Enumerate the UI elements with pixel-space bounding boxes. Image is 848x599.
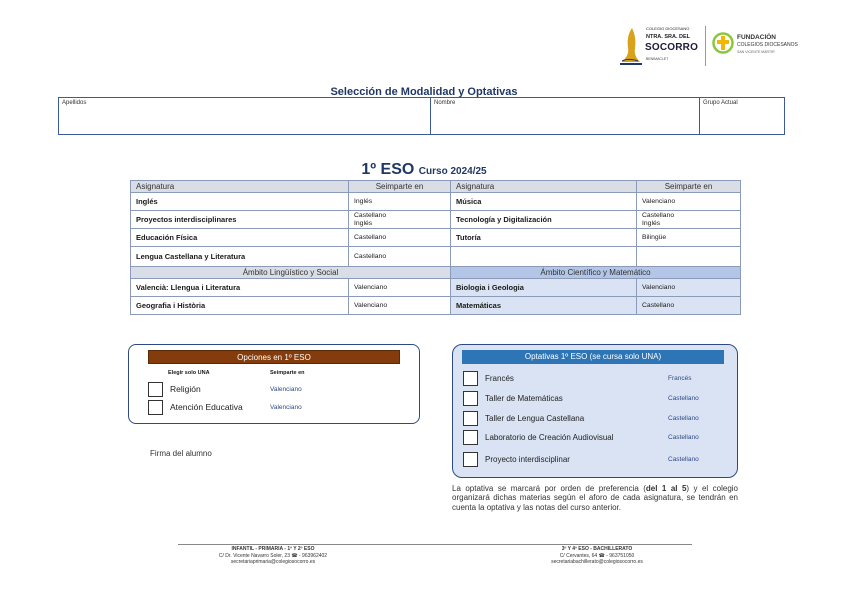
- fundacion-logo-line3: SAN VICENTE MÁRTIR: [737, 50, 775, 54]
- socorro-logo: [614, 24, 702, 68]
- course-level: 1º ESO: [361, 161, 415, 178]
- header-lang-right: Seimparte en: [637, 181, 741, 193]
- subject-cell: Tutoría: [451, 229, 637, 247]
- lang-cell: Castellano: [637, 297, 741, 315]
- subject-cell: Música: [451, 193, 637, 211]
- atencion-educativa-label: Atención Educativa: [170, 402, 243, 412]
- religion-checkbox[interactable]: [148, 382, 163, 397]
- header-subject-right: Asignatura: [451, 181, 637, 193]
- footer-right-email: secretariabachillerato@colegiosocorro.es: [551, 559, 643, 565]
- student-info-box: [58, 97, 785, 135]
- lang-cell: Valenciano: [637, 279, 741, 297]
- opciones-lang-label: Seimparte en: [270, 370, 305, 376]
- lang-cell: Castellano: [349, 247, 451, 267]
- grupo-field[interactable]: [700, 98, 784, 134]
- subject-cell: Educación Física: [131, 229, 349, 247]
- ambito-cientifico-header: Ámbito Científico y Matemático: [451, 267, 741, 279]
- opciones-choose-label: Elegir solo UNA: [168, 370, 210, 376]
- logo-separator: [705, 26, 706, 66]
- frances-lang: Francés: [668, 375, 692, 382]
- footer-left-address: C/ Dr. Vicente Navarro Soler, 23 ☎ - 963962402: [218, 552, 328, 559]
- taller-lengua-rank-box[interactable]: [463, 411, 478, 426]
- subject-cell: Inglés: [131, 193, 349, 211]
- subject-cell: Matemáticas: [451, 297, 637, 315]
- lang-cell: Bilingüe: [637, 229, 741, 247]
- frances-rank-box[interactable]: [463, 371, 478, 386]
- note-bold: del 1 al 5: [645, 484, 687, 493]
- table-row: [131, 229, 741, 247]
- ambito-linguistico-header: Ámbito Lingüístico y Social: [131, 267, 451, 279]
- laboratorio-audiovisual-lang: Castellano: [668, 434, 699, 441]
- lang-cell: Valenciano: [349, 297, 451, 315]
- proyecto-interdisciplinar-label: Proyecto interdisciplinar: [485, 455, 570, 464]
- subjects-table: [130, 180, 741, 315]
- socorro-logo-line1: COLEGIO DIOCESANO: [646, 26, 690, 31]
- table-row: [131, 297, 741, 315]
- lang-cell: Valenciano: [349, 279, 451, 297]
- course-year: Curso 2024/25: [418, 166, 487, 177]
- lang-cell-line1: Castellano: [354, 211, 387, 219]
- religion-lang: Valenciano: [270, 386, 302, 393]
- subject-cell: Biologia i Geologia: [451, 279, 637, 297]
- subject-cell: Tecnología y Digitalización: [451, 211, 637, 229]
- footer-right-title: 3º Y 4º ESO - BACHILLERATO: [561, 546, 633, 552]
- nombre-label: Nombre: [434, 100, 456, 106]
- atencion-educativa-lang: Valenciano: [270, 404, 302, 411]
- taller-matematicas-lang: Castellano: [668, 395, 699, 402]
- lang-cell: Valenciano: [637, 193, 741, 211]
- table-row: [131, 279, 741, 297]
- subject-cell: Lengua Castellana y Literatura: [131, 247, 349, 267]
- lang-cell: [349, 211, 451, 229]
- lang-cell: Inglés: [349, 193, 451, 211]
- opciones-title: Opciones en 1º ESO: [148, 350, 400, 364]
- nombre-field[interactable]: [431, 98, 700, 134]
- atencion-educativa-checkbox[interactable]: [148, 400, 163, 415]
- optativas-title: Optativas 1º ESO (se cursa solo UNA): [462, 350, 724, 364]
- proyecto-interdisciplinar-rank-box[interactable]: [463, 452, 478, 467]
- grupo-label: Grupo Actual: [703, 100, 738, 106]
- note-part1: La optativa se marcará por orden de preferencia (: [452, 484, 646, 493]
- religion-label: Religión: [170, 384, 201, 394]
- lang-cell: Castellano: [349, 229, 451, 247]
- footer-divider: [178, 544, 692, 545]
- header-subject-left: Asignatura: [131, 181, 349, 193]
- fundacion-logo-line2: COLEGIOS DIOCESANOS: [737, 42, 798, 48]
- table-row: [131, 211, 741, 229]
- laboratorio-audiovisual-label: Laboratorio de Creación Audiovisual: [485, 433, 614, 442]
- table-row: [131, 193, 741, 211]
- lang-cell-line2: Inglés: [642, 219, 661, 227]
- table-row: [131, 247, 741, 267]
- proyecto-interdisciplinar-lang: Castellano: [668, 456, 699, 463]
- taller-matematicas-rank-box[interactable]: [463, 391, 478, 406]
- lang-cell: [637, 211, 741, 229]
- laboratorio-audiovisual-rank-box[interactable]: [463, 430, 478, 445]
- course-title: [0, 161, 848, 179]
- frances-label: Francés: [485, 374, 514, 383]
- ambito-header-row: [131, 267, 741, 279]
- socorro-logo-line4: BENIMACLET: [646, 57, 669, 61]
- socorro-logo-line2: NTRA. SRA. DEL: [646, 34, 690, 40]
- taller-matematicas-label: Taller de Matemáticas: [485, 394, 563, 403]
- lang-cell-line2: Inglés: [354, 219, 373, 227]
- fundacion-logo: [712, 30, 822, 64]
- taller-lengua-label: Taller de Lengua Castellana: [485, 414, 585, 423]
- header-lang-left: Seimparte en: [349, 181, 451, 193]
- fundacion-cross-icon: [712, 32, 734, 54]
- apellidos-field[interactable]: [59, 98, 431, 134]
- subject-cell: Geografia i Història: [131, 297, 349, 315]
- footer-left-title: INFANTIL - PRIMARIA - 1º Y 2º ESO: [231, 546, 315, 552]
- taller-lengua-lang: Castellano: [668, 415, 699, 422]
- lang-cell-line1: Castellano: [642, 211, 675, 219]
- apellidos-label: Apellidos: [62, 100, 87, 106]
- footer-left: [178, 546, 368, 566]
- subject-cell: Valencià: Llengua i Literatura: [131, 279, 349, 297]
- note-part2: ) y el colegio organizará dichas materias según el aforo de cada asignatura, se tendrán en cuenta la optativa y las notas del curso anterior.: [452, 484, 738, 512]
- lang-cell: [637, 247, 741, 267]
- fundacion-logo-line1: FUNDACIÓN: [737, 34, 776, 41]
- firma-label: Firma del alumno: [150, 449, 212, 458]
- footer-left-email: secretariaprimaria@colegiosocorro.es: [230, 559, 316, 565]
- optativa-note: [452, 484, 738, 512]
- page-title: Selección de Modalidad y Optativas: [330, 86, 518, 98]
- socorro-logo-line3: SOCORRO: [645, 42, 699, 53]
- virgin-figure-icon: [618, 26, 644, 66]
- footer-right: [502, 546, 692, 566]
- table-header: [131, 181, 741, 193]
- subject-cell: [451, 247, 637, 267]
- subject-cell: Proyectos interdisciplinares: [131, 211, 349, 229]
- footer-right-address: C/ Cervantes, 64 ☎ - 963751050: [559, 552, 635, 559]
